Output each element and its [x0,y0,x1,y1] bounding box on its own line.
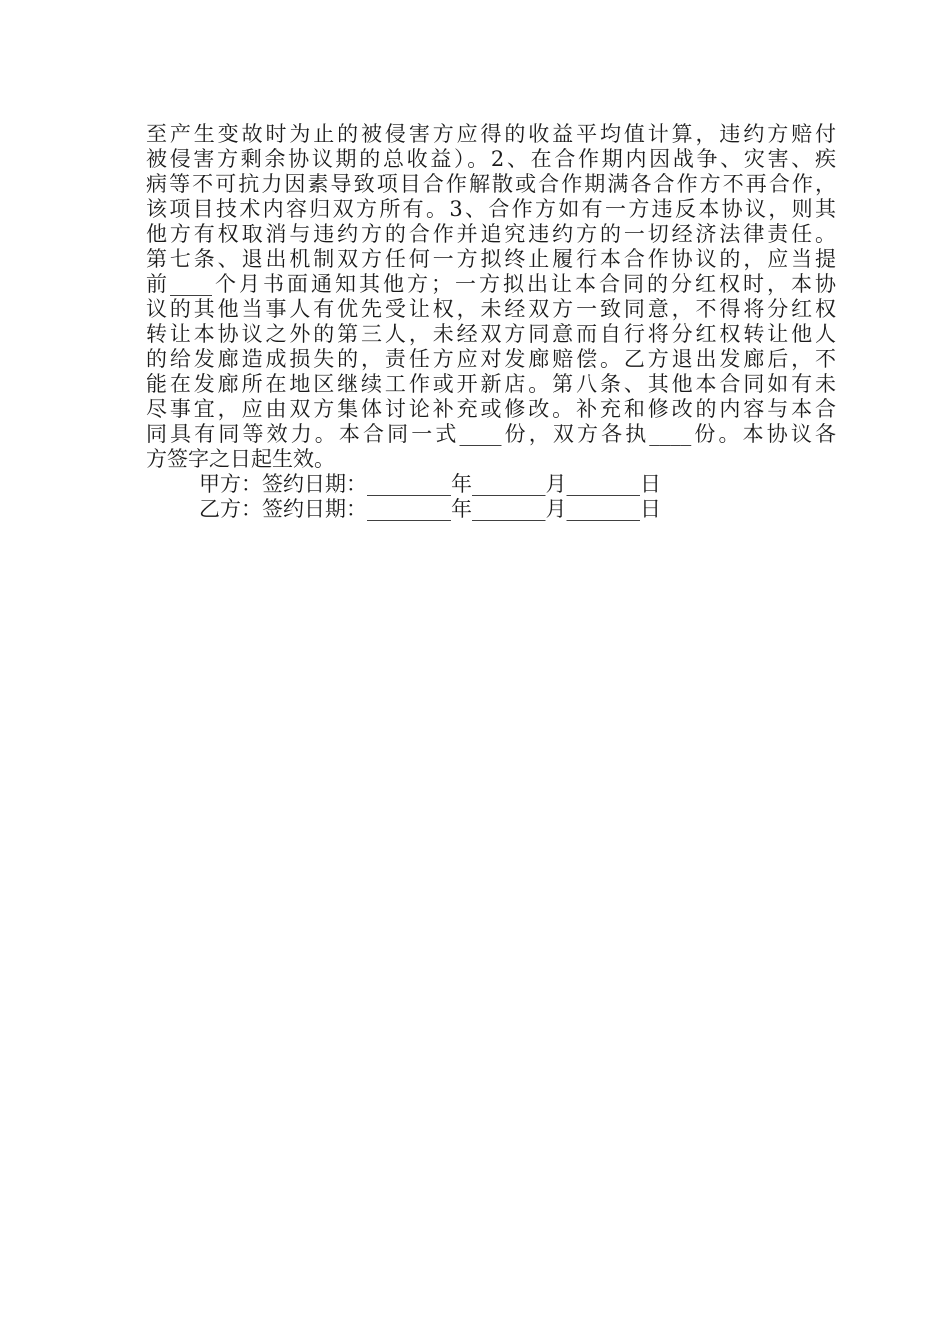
body-line-11: 能在发廊所在地区继续工作或开新店。第八条、其他本合同如有未 [146,372,836,396]
party-b-signature-line: 乙方：签约日期：________年_______月_______日 [199,497,661,521]
contract-text [146,122,836,522]
body-line-9: 转让本协议之外的第三人，未经双方同意而自行将分红权转让他人 [146,322,836,346]
body-line-7: 前____个月书面通知其他方；一方拟出让本合同的分红权时，本协 [146,272,836,296]
party-a-signature-line: 甲方：签约日期：________年_______月_______日 [199,472,661,496]
body-line-2: 被侵害方剩余协议期的总收益）。2、在合作期内因战争、灾害、疾 [146,147,836,171]
body-line-8: 议的其他当事人有优先受让权，未经双方一致同意，不得将分红权 [146,297,836,321]
body-line-13: 同具有同等效力。本合同一式____份，双方各执____份。本协议各 [146,422,836,446]
body-line-12: 尽事宜，应由双方集体讨论补充或修改。补充和修改的内容与本合 [146,397,836,421]
body-line-14: 方签字之日起生效。 [146,447,335,471]
body-line-1: 至产生变故时为止的被侵害方应得的收益平均值计算，违约方赔付 [146,122,836,146]
body-line-10: 的给发廊造成损失的，责任方应对发廊赔偿。乙方退出发廊后，不 [146,347,836,371]
body-line-6: 第七条、退出机制双方任何一方拟终止履行本合作协议的，应当提 [146,247,836,271]
body-line-5: 他方有权取消与违约方的合作并追究违约方的一切经济法律责任。 [146,222,836,246]
body-line-4: 该项目技术内容归双方所有。3、合作方如有一方违反本协议，则其 [146,197,836,221]
body-line-3: 病等不可抗力因素导致项目合作解散或合作期满各合作方不再合作， [146,172,836,196]
